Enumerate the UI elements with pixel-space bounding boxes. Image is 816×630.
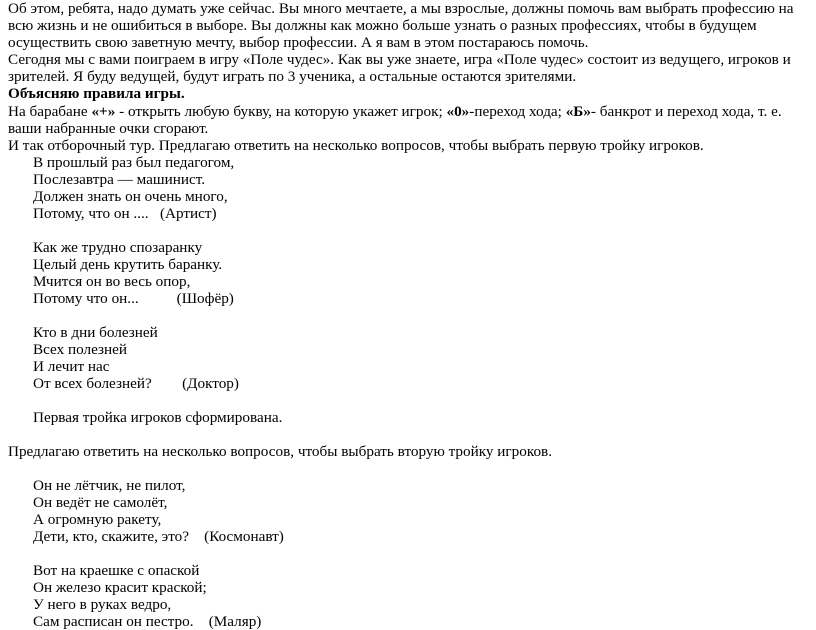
- rules-paragraph: [8, 103, 814, 137]
- riddle-line: А огромную ракету,: [33, 510, 162, 528]
- spacer: [33, 392, 814, 409]
- riddle-line: Мчится он во весь опор,: [33, 272, 191, 290]
- rules-zero-sector: «0»: [446, 102, 470, 120]
- riddle-line: Он не лётчик, не пилот,: [33, 476, 186, 494]
- rules-heading-text: Объясняю правила игры.: [8, 85, 185, 103]
- riddle-line: Потому, что он .... (Артист): [33, 204, 217, 222]
- second-group-intro: Предлагаю ответить на несколько вопросов, чтобы выбрать вторую тройку игроков.: [8, 442, 553, 460]
- riddle-line: Потому что он... (Шофёр): [33, 289, 234, 307]
- riddle-line: Он ведёт не самолёт,: [33, 493, 168, 511]
- rules-bankrupt-sector: «Б»: [565, 102, 591, 120]
- document-body: [8, 0, 814, 630]
- riddle-block: [8, 154, 814, 426]
- riddle-line: Кто в дни болезней: [33, 323, 158, 341]
- intro-paragraph-2: Сегодня мы с вами поиграем в игру «Поле чудес». Как вы уже знаете, игра «Поле чудес» состоит из ведущего, игроков и зрителей. Я буду ведущей, будут играть по 3 ученика, а остальные остаются зрителями.: [8, 51, 791, 86]
- riddle-line: Всех полезней: [33, 340, 128, 358]
- riddle-line: От всех болезней? (Доктор): [33, 374, 239, 392]
- riddle-line: В прошлый раз был педагогом,: [33, 153, 235, 171]
- riddle-line: Сам расписан он пестро. (Маляр): [33, 612, 262, 630]
- riddle-line: Целый день крутить баранку.: [33, 255, 223, 273]
- rules-plus-sector: «+»: [91, 102, 116, 120]
- riddle-line: Дети, кто, скажите, это? (Космонавт): [33, 527, 284, 545]
- spacer: [33, 222, 814, 239]
- spacer: [8, 426, 814, 443]
- rules-text-4: - банкрот и переход хода, т. е. ваши набранные очки сгорают.: [8, 102, 782, 137]
- rules-text-1: На барабане: [8, 102, 92, 120]
- spacer: [8, 460, 814, 477]
- riddle-line: У него в руках ведро,: [33, 595, 172, 613]
- first-group-done: Первая тройка игроков сформирована.: [33, 408, 283, 426]
- riddle-line: Как же трудно спозаранку: [33, 238, 203, 256]
- riddle-line: Должен знать он очень много,: [33, 187, 228, 205]
- rules-text-2: - открыть любую букву, на которую укажет игрок;: [115, 102, 447, 120]
- spacer: [33, 545, 814, 562]
- spacer: [33, 307, 814, 324]
- riddle-line: Вот на краешке с опаской: [33, 561, 200, 579]
- riddle-line: И лечит нас: [33, 357, 110, 375]
- rules-heading: [8, 85, 814, 102]
- tour-intro: И так отборочный тур. Предлагаю ответить на несколько вопросов, чтобы выбрать первую тройку игроков.: [8, 136, 704, 154]
- riddle-line: Он железо красит краской;: [33, 578, 207, 596]
- riddle-block-2: [8, 477, 814, 630]
- rules-text-3: -переход хода;: [469, 102, 566, 120]
- riddle-line: Послезавтра — машинист.: [33, 170, 206, 188]
- intro-paragraph-1: Об этом, ребята, надо думать уже сейчас. Вы много мечтаете, а мы взрослые, должны помочь вам выбрать профессию на всю жизнь и не ошибиться в выборе. Вы должны как можно больше узнать о разных профессиях, чтобы в будущем осуществить свою заветную мечту, выбор профессии. А я вам в этом постараюсь помочь.: [8, 0, 794, 52]
